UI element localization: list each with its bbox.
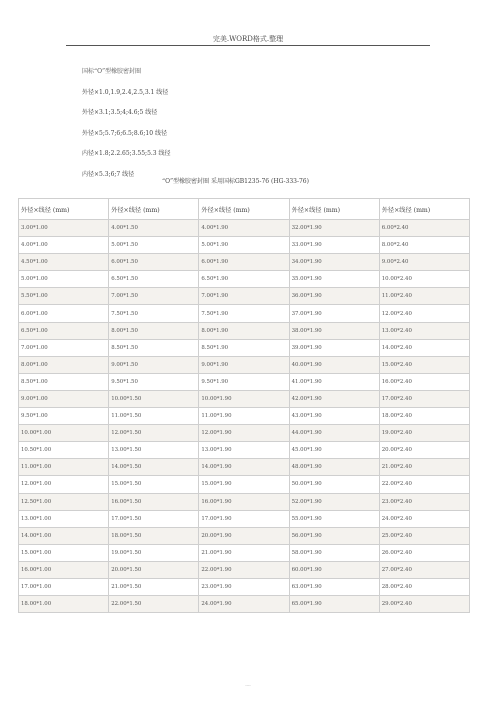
table-cell: 20.00*1.90 xyxy=(199,527,289,544)
table-cell: 13.00*2.40 xyxy=(379,322,469,339)
table-cell: 24.00*1.90 xyxy=(199,596,289,613)
size-table xyxy=(18,198,470,613)
table-cell: 20.00*2.40 xyxy=(379,442,469,459)
table-cell: 12.00*2.40 xyxy=(379,305,469,322)
table-cell: 22.00*2.40 xyxy=(379,476,469,493)
table-cell: 35.00*1.90 xyxy=(289,271,379,288)
table-cell: 14.00*1.90 xyxy=(199,459,289,476)
table-cell: 15.00*1.50 xyxy=(109,476,199,493)
header-divider xyxy=(66,45,430,46)
table-cell: 48.00*1.90 xyxy=(289,459,379,476)
table-cell: 10.00*1.00 xyxy=(19,425,109,442)
table-cell: 14.00*2.40 xyxy=(379,339,469,356)
table-cell: 4.50*1.00 xyxy=(19,254,109,271)
table-cell: 12.00*1.50 xyxy=(109,425,199,442)
table-cell: 5.50*1.00 xyxy=(19,288,109,305)
table-cell: 17.00*1.90 xyxy=(199,510,289,527)
table-cell: 13.00*1.00 xyxy=(19,510,109,527)
table-cell: 36.00*1.90 xyxy=(289,288,379,305)
table-cell: 12.00*1.90 xyxy=(199,425,289,442)
table-row xyxy=(19,305,470,322)
table-row xyxy=(19,493,470,510)
table-cell: 4.00*1.90 xyxy=(199,220,289,237)
table-cell: 5.00*1.50 xyxy=(109,237,199,254)
table-cell: 17.00*1.50 xyxy=(109,510,199,527)
table-cell: 8.50*1.90 xyxy=(199,339,289,356)
table-cell: 52.00*1.90 xyxy=(289,493,379,510)
table-cell: 16.00*1.50 xyxy=(109,493,199,510)
table-row xyxy=(19,339,470,356)
table-cell: 18.00*1.50 xyxy=(109,527,199,544)
table-cell: 16.00*2.40 xyxy=(379,373,469,390)
intro-title: 国标“O”型橡胶密封圈 xyxy=(82,68,142,75)
table-cell: 18.00*1.00 xyxy=(19,596,109,613)
table-cell: 19.00*1.50 xyxy=(109,544,199,561)
table-row xyxy=(19,459,470,476)
table-cell: 8.50*1.00 xyxy=(19,373,109,390)
table-cell: 13.00*1.50 xyxy=(109,442,199,459)
table-cell: 9.50*1.00 xyxy=(19,408,109,425)
table-row xyxy=(19,596,470,613)
table-cell: 9.00*1.00 xyxy=(19,390,109,407)
table-cell: 17.00*1.00 xyxy=(19,578,109,595)
table-cell: 16.00*1.00 xyxy=(19,561,109,578)
table-row xyxy=(19,390,470,407)
column-header: 外径×线径 (mm) xyxy=(289,199,379,220)
table-cell: 18.00*2.40 xyxy=(379,408,469,425)
table-row xyxy=(19,271,470,288)
table-cell: 63.00*1.90 xyxy=(289,578,379,595)
table-cell: 65.00*1.90 xyxy=(289,596,379,613)
table-row xyxy=(19,220,470,237)
table-cell: 40.00*1.90 xyxy=(289,356,379,373)
table-row xyxy=(19,254,470,271)
page-footer: ---- xyxy=(245,683,251,688)
table-cell: 24.00*2.40 xyxy=(379,510,469,527)
table-cell: 11.00*2.40 xyxy=(379,288,469,305)
table-cell: 15.00*2.40 xyxy=(379,356,469,373)
table-cell: 45.00*1.90 xyxy=(289,442,379,459)
column-header: 外径×线径 (mm) xyxy=(379,199,469,220)
table-cell: 14.00*1.50 xyxy=(109,459,199,476)
table-cell: 6.50*1.90 xyxy=(199,271,289,288)
table-cell: 6.00*1.50 xyxy=(109,254,199,271)
table-row xyxy=(19,237,470,254)
table-cell: 12.50*1.00 xyxy=(19,493,109,510)
table-cell: 10.00*2.40 xyxy=(379,271,469,288)
table-cell: 8.00*2.40 xyxy=(379,237,469,254)
table-cell: 6.50*1.00 xyxy=(19,322,109,339)
table-cell: 33.00*1.90 xyxy=(289,237,379,254)
intro-line: 外径×5;5.7;6;6.5;8.6;10 线径 xyxy=(82,129,167,137)
table-cell: 8.50*1.50 xyxy=(109,339,199,356)
table-cell: 3.00*1.00 xyxy=(19,220,109,237)
table-cell: 8.00*1.00 xyxy=(19,356,109,373)
table-cell: 9.00*2.40 xyxy=(379,254,469,271)
table-cell: 44.00*1.90 xyxy=(289,425,379,442)
table-cell: 27.00*2.40 xyxy=(379,561,469,578)
table-cell: 17.00*2.40 xyxy=(379,390,469,407)
table-cell: 21.00*1.50 xyxy=(109,578,199,595)
table-row xyxy=(19,408,470,425)
table-row xyxy=(19,442,470,459)
table-cell: 26.00*2.40 xyxy=(379,544,469,561)
table-cell: 28.00*2.40 xyxy=(379,578,469,595)
table-cell: 10.00*1.90 xyxy=(199,390,289,407)
oring-size-table xyxy=(18,198,470,613)
table-cell: 15.00*1.90 xyxy=(199,476,289,493)
intro-line: 内径×5.3;6;7 线径 xyxy=(82,170,135,178)
table-cell: 22.00*1.90 xyxy=(199,561,289,578)
table-cell: 10.50*1.00 xyxy=(19,442,109,459)
table-cell: 21.00*2.40 xyxy=(379,459,469,476)
table-cell: 6.50*1.50 xyxy=(109,271,199,288)
table-cell: 60.00*1.90 xyxy=(289,561,379,578)
table-cell: 9.50*1.50 xyxy=(109,373,199,390)
table-cell: 4.00*1.50 xyxy=(109,220,199,237)
table-cell: 7.00*1.90 xyxy=(199,288,289,305)
table-row xyxy=(19,510,470,527)
table-cell: 43.00*1.90 xyxy=(289,408,379,425)
table-cell: 32.00*1.90 xyxy=(289,220,379,237)
table-cell: 29.00*2.40 xyxy=(379,596,469,613)
table-row xyxy=(19,527,470,544)
table-cell: 19.00*2.40 xyxy=(379,425,469,442)
table-cell: 7.00*1.00 xyxy=(19,339,109,356)
table-cell: 15.00*1.00 xyxy=(19,544,109,561)
table-cell: 23.00*2.40 xyxy=(379,493,469,510)
table-cell: 4.00*1.00 xyxy=(19,237,109,254)
table-row xyxy=(19,373,470,390)
table-cell: 7.50*1.90 xyxy=(199,305,289,322)
table-body xyxy=(19,220,470,613)
table-cell: 14.00*1.00 xyxy=(19,527,109,544)
table-cell: 25.00*2.40 xyxy=(379,527,469,544)
table-row xyxy=(19,476,470,493)
table-cell: 22.00*1.50 xyxy=(109,596,199,613)
table-header-row xyxy=(19,199,470,220)
column-header: 外径×线径 (mm) xyxy=(109,199,199,220)
intro-block xyxy=(82,62,171,185)
page-header: 完美.WORD格式.整理 xyxy=(212,35,284,43)
table-cell: 6.00*1.90 xyxy=(199,254,289,271)
table-cell: 56.00*1.90 xyxy=(289,527,379,544)
table-cell: 9.50*1.90 xyxy=(199,373,289,390)
table-cell: 58.00*1.90 xyxy=(289,544,379,561)
table-cell: 11.00*1.50 xyxy=(109,408,199,425)
table-cell: 8.00*1.90 xyxy=(199,322,289,339)
table-cell: 7.50*1.50 xyxy=(109,305,199,322)
intro-line: 外径×3.1;3.5;4;4.6;5 线径 xyxy=(82,109,158,116)
column-header: 外径×线径 (mm) xyxy=(19,199,109,220)
table-row xyxy=(19,425,470,442)
table-cell: 9.00*1.50 xyxy=(109,356,199,373)
table-cell: 39.00*1.90 xyxy=(289,339,379,356)
table-caption: “O”型橡胶密封圈 采用国标GB1235-76 (HG-333-76) xyxy=(162,178,309,185)
column-header: 外径×线径 (mm) xyxy=(199,199,289,220)
table-cell: 12.00*1.00 xyxy=(19,476,109,493)
table-row xyxy=(19,578,470,595)
table-cell: 21.00*1.90 xyxy=(199,544,289,561)
table-cell: 11.00*1.00 xyxy=(19,459,109,476)
table-row xyxy=(19,561,470,578)
table-cell: 37.00*1.90 xyxy=(289,305,379,322)
table-cell: 34.00*1.90 xyxy=(289,254,379,271)
table-cell: 5.00*1.00 xyxy=(19,271,109,288)
table-cell: 16.00*1.90 xyxy=(199,493,289,510)
table-cell: 42.00*1.90 xyxy=(289,390,379,407)
table-cell: 11.00*1.90 xyxy=(199,408,289,425)
intro-line: 外径×1.0,1.9,2.4,2.5,3.1 线径 xyxy=(82,88,169,96)
table-row xyxy=(19,544,470,561)
table-cell: 10.00*1.50 xyxy=(109,390,199,407)
table-row xyxy=(19,322,470,339)
table-cell: 13.00*1.90 xyxy=(199,442,289,459)
table-cell: 50.00*1.90 xyxy=(289,476,379,493)
table-cell: 41.00*1.90 xyxy=(289,373,379,390)
table-cell: 20.00*1.50 xyxy=(109,561,199,578)
table-cell: 5.00*1.90 xyxy=(199,237,289,254)
table-caption-wrap xyxy=(82,178,309,186)
table-cell: 6.00*1.00 xyxy=(19,305,109,322)
table-row xyxy=(19,288,470,305)
table-cell: 8.00*1.50 xyxy=(109,322,199,339)
table-cell: 23.00*1.90 xyxy=(199,578,289,595)
intro-line: 内径×1.8;2.2.65;3.55;5.3 线径 xyxy=(82,150,171,157)
table-cell: 7.00*1.50 xyxy=(109,288,199,305)
table-row xyxy=(19,356,470,373)
table-cell: 9.00*1.90 xyxy=(199,356,289,373)
table-cell: 38.00*1.90 xyxy=(289,322,379,339)
table-cell: 55.00*1.90 xyxy=(289,510,379,527)
table-cell: 6.00*2.40 xyxy=(379,220,469,237)
